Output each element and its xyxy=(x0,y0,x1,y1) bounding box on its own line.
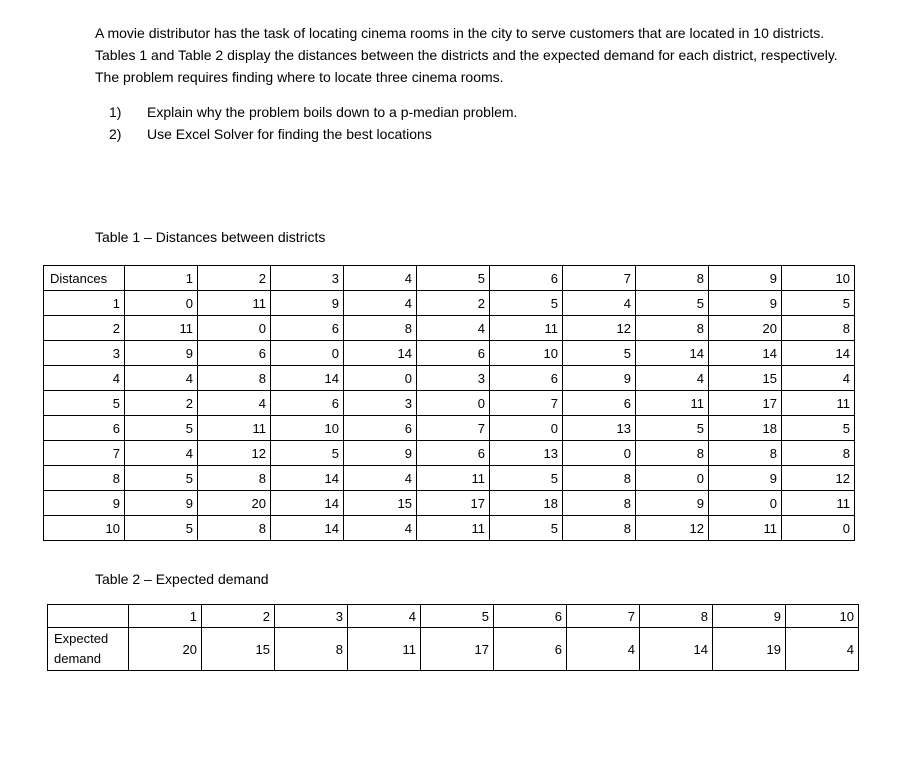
table-cell: 9 xyxy=(636,491,709,516)
table-cell: 0 xyxy=(490,416,563,441)
table-row xyxy=(44,416,855,441)
column-header: 9 xyxy=(713,605,786,628)
table-cell: 15 xyxy=(709,366,782,391)
row-header: 7 xyxy=(44,441,125,466)
table-cell: 9 xyxy=(709,291,782,316)
table-cell: 14 xyxy=(271,466,344,491)
table-cell: 5 xyxy=(636,291,709,316)
table-cell: 6 xyxy=(417,341,490,366)
table-cell: 14 xyxy=(709,341,782,366)
table-cell: 5 xyxy=(782,416,855,441)
row-header-line: Expected xyxy=(54,631,109,646)
column-header: 6 xyxy=(494,605,567,628)
column-header: 8 xyxy=(640,605,713,628)
table-cell: 11 xyxy=(636,391,709,416)
table-cell: 4 xyxy=(125,441,198,466)
table-row xyxy=(44,516,855,541)
table-corner-label xyxy=(48,605,129,628)
table-cell: 6 xyxy=(344,416,417,441)
table-cell: 4 xyxy=(198,391,271,416)
table-cell: 4 xyxy=(786,628,859,671)
table-row xyxy=(44,391,855,416)
table-cell: 11 xyxy=(709,516,782,541)
table-cell: 6 xyxy=(271,391,344,416)
table-cell: 0 xyxy=(271,341,344,366)
table1-caption: Table 1 – Distances between districts xyxy=(95,229,326,245)
table-cell: 5 xyxy=(563,341,636,366)
table-cell: 4 xyxy=(344,291,417,316)
table-cell: 11 xyxy=(198,291,271,316)
table-cell: 8 xyxy=(636,441,709,466)
table-cell: 12 xyxy=(563,316,636,341)
table-cell: 4 xyxy=(125,366,198,391)
table-cell: 0 xyxy=(417,391,490,416)
table-cell: 3 xyxy=(344,391,417,416)
table-cell: 4 xyxy=(782,366,855,391)
question-text: Use Excel Solver for finding the best locations xyxy=(147,126,432,142)
table-cell: 4 xyxy=(567,628,640,671)
row-header: 1 xyxy=(44,291,125,316)
table-row xyxy=(44,466,855,491)
table-cell: 8 xyxy=(563,466,636,491)
row-header: 2 xyxy=(44,316,125,341)
table-cell: 2 xyxy=(125,391,198,416)
column-header: 5 xyxy=(421,605,494,628)
table-cell: 0 xyxy=(125,291,198,316)
table-cell: 13 xyxy=(490,441,563,466)
demand-table xyxy=(47,604,859,671)
table-row xyxy=(44,491,855,516)
table-cell: 11 xyxy=(198,416,271,441)
table-cell: 8 xyxy=(782,441,855,466)
table-cell: 10 xyxy=(271,416,344,441)
column-header: 7 xyxy=(563,266,636,291)
table-cell: 6 xyxy=(494,628,567,671)
table-corner-label: Distances xyxy=(44,266,125,291)
table-cell: 8 xyxy=(198,466,271,491)
column-header: 6 xyxy=(490,266,563,291)
table-cell: 11 xyxy=(417,466,490,491)
row-header: 5 xyxy=(44,391,125,416)
question-text: Explain why the problem boils down to a p-median problem. xyxy=(147,104,518,120)
table-cell: 8 xyxy=(563,491,636,516)
table-header-row xyxy=(44,266,855,291)
question-number: 1) xyxy=(109,104,122,120)
table-cell: 0 xyxy=(636,466,709,491)
table-cell: 11 xyxy=(417,516,490,541)
table-cell: 8 xyxy=(198,366,271,391)
question-item xyxy=(109,123,517,145)
table-cell: 14 xyxy=(271,516,344,541)
table-cell: 5 xyxy=(125,466,198,491)
table-cell: 5 xyxy=(490,466,563,491)
row-header: 10 xyxy=(44,516,125,541)
table-row xyxy=(48,628,859,671)
table-cell: 0 xyxy=(782,516,855,541)
table-cell: 14 xyxy=(636,341,709,366)
question-list xyxy=(109,101,517,145)
table-row xyxy=(44,366,855,391)
table-cell: 14 xyxy=(344,341,417,366)
table-cell: 0 xyxy=(563,441,636,466)
table-cell: 4 xyxy=(344,466,417,491)
table-cell: 10 xyxy=(490,341,563,366)
column-header: 3 xyxy=(275,605,348,628)
row-header: 6 xyxy=(44,416,125,441)
table-cell: 18 xyxy=(709,416,782,441)
column-header: 1 xyxy=(129,605,202,628)
table-cell: 9 xyxy=(125,341,198,366)
table-header-row xyxy=(48,605,859,628)
table-row xyxy=(44,291,855,316)
row-header xyxy=(48,628,129,671)
table-cell: 8 xyxy=(709,441,782,466)
table-cell: 9 xyxy=(125,491,198,516)
table-cell: 4 xyxy=(344,516,417,541)
table-cell: 18 xyxy=(490,491,563,516)
table-cell: 11 xyxy=(782,491,855,516)
table-cell: 6 xyxy=(563,391,636,416)
column-header: 10 xyxy=(786,605,859,628)
table-cell: 14 xyxy=(271,366,344,391)
table-row xyxy=(44,441,855,466)
table-cell: 5 xyxy=(490,516,563,541)
column-header: 2 xyxy=(202,605,275,628)
table-cell: 13 xyxy=(563,416,636,441)
table-cell: 8 xyxy=(636,316,709,341)
table-cell: 8 xyxy=(344,316,417,341)
table-cell: 5 xyxy=(490,291,563,316)
column-header: 4 xyxy=(344,266,417,291)
row-header-line: demand xyxy=(54,651,101,666)
column-header: 7 xyxy=(567,605,640,628)
column-header: 8 xyxy=(636,266,709,291)
column-header: 2 xyxy=(198,266,271,291)
row-header: 8 xyxy=(44,466,125,491)
question-item xyxy=(109,101,517,123)
table-cell: 17 xyxy=(709,391,782,416)
table-cell: 4 xyxy=(636,366,709,391)
column-header: 3 xyxy=(271,266,344,291)
table-cell: 20 xyxy=(198,491,271,516)
problem-statement: A movie distributor has the task of locating cinema rooms in the city to serve customers that are located in 10 districts. Tables 1 and Table 2 display the distances between the districts and the expected demand for each district, respectively. The problem requires finding where to locate three cinema rooms. xyxy=(95,25,838,85)
table-row xyxy=(44,341,855,366)
table-cell: 0 xyxy=(709,491,782,516)
table-cell: 5 xyxy=(782,291,855,316)
column-header: 5 xyxy=(417,266,490,291)
table-cell: 4 xyxy=(563,291,636,316)
table-cell: 9 xyxy=(271,291,344,316)
table-cell: 0 xyxy=(198,316,271,341)
table-cell: 8 xyxy=(275,628,348,671)
table-cell: 6 xyxy=(198,341,271,366)
row-header: 9 xyxy=(44,491,125,516)
table-cell: 19 xyxy=(713,628,786,671)
column-header: 4 xyxy=(348,605,421,628)
question-number: 2) xyxy=(109,126,122,142)
table-cell: 7 xyxy=(417,416,490,441)
table-cell: 12 xyxy=(198,441,271,466)
column-header: 1 xyxy=(125,266,198,291)
table-cell: 5 xyxy=(125,516,198,541)
table-cell: 14 xyxy=(271,491,344,516)
table-cell: 3 xyxy=(417,366,490,391)
table-cell: 17 xyxy=(417,491,490,516)
distance-table xyxy=(43,265,855,541)
table-cell: 11 xyxy=(782,391,855,416)
table-cell: 6 xyxy=(490,366,563,391)
table-cell: 14 xyxy=(640,628,713,671)
table-cell: 2 xyxy=(417,291,490,316)
table-cell: 7 xyxy=(490,391,563,416)
table2-caption: Table 2 – Expected demand xyxy=(95,571,269,587)
row-header: 4 xyxy=(44,366,125,391)
table-cell: 5 xyxy=(125,416,198,441)
table-cell: 15 xyxy=(344,491,417,516)
column-header: 9 xyxy=(709,266,782,291)
column-header: 10 xyxy=(782,266,855,291)
table-cell: 9 xyxy=(563,366,636,391)
table-cell: 11 xyxy=(348,628,421,671)
table-cell: 9 xyxy=(709,466,782,491)
table-cell: 17 xyxy=(421,628,494,671)
table-cell: 14 xyxy=(782,341,855,366)
table-cell: 11 xyxy=(490,316,563,341)
table-cell: 8 xyxy=(563,516,636,541)
table-cell: 8 xyxy=(782,316,855,341)
table-cell: 12 xyxy=(636,516,709,541)
row-header: 3 xyxy=(44,341,125,366)
table-cell: 4 xyxy=(417,316,490,341)
table-cell: 0 xyxy=(344,366,417,391)
table-cell: 11 xyxy=(125,316,198,341)
table-cell: 6 xyxy=(417,441,490,466)
table-row xyxy=(44,316,855,341)
table-cell: 8 xyxy=(198,516,271,541)
table-cell: 6 xyxy=(271,316,344,341)
table-cell: 15 xyxy=(202,628,275,671)
table-cell: 9 xyxy=(344,441,417,466)
table-cell: 20 xyxy=(129,628,202,671)
table-cell: 20 xyxy=(709,316,782,341)
table-cell: 12 xyxy=(782,466,855,491)
table-cell: 5 xyxy=(271,441,344,466)
table-cell: 5 xyxy=(636,416,709,441)
